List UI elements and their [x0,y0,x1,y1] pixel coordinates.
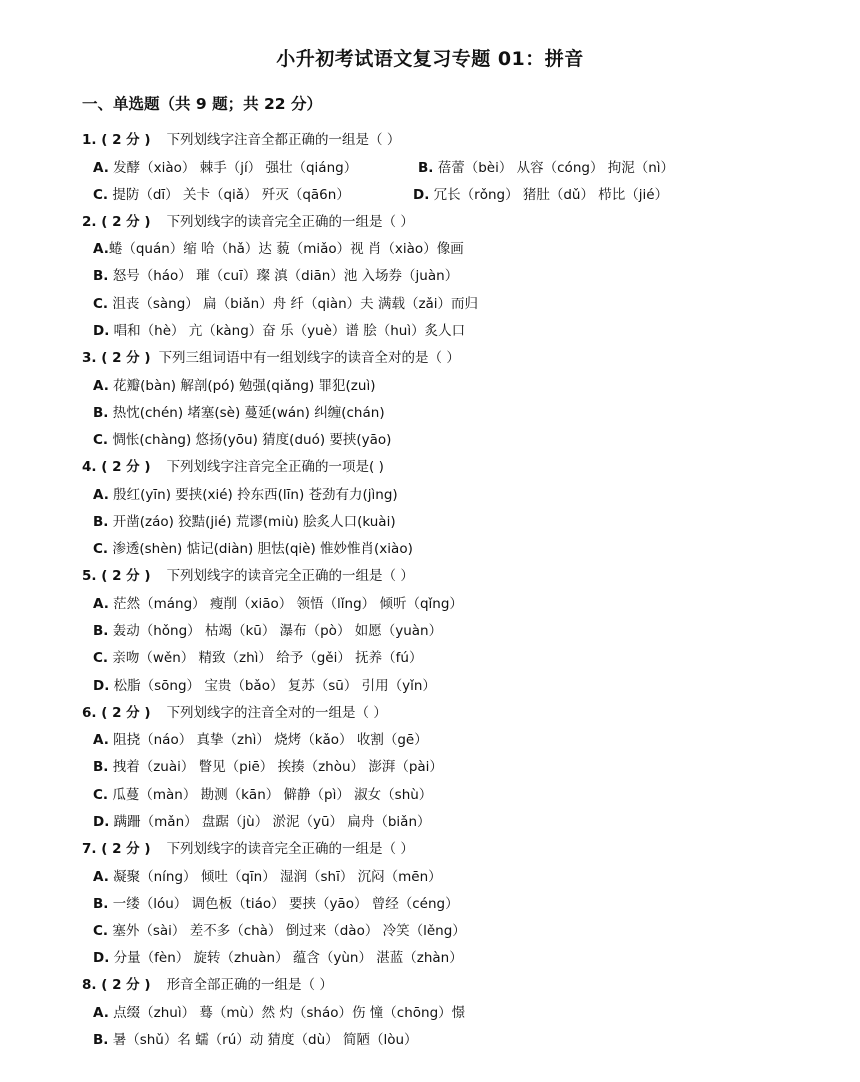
option-letter: C. [93,187,109,203]
question-text: 下列划线字的注音全对的一组是（ ） [166,705,387,721]
question-text: 下列划线字的读音完全正确的一组是（ ） [166,568,414,584]
question-text: 下列三组词语中有一组划线字的读音全对的是（ ） [158,350,460,366]
option-text: 蹒跚（mǎn） 盘踞（jù） 淤泥（yū） 扁舟（biǎn） [113,814,431,830]
option-text: 冗长（rǒng） 猪肚（dǔ） 栉比（jié） [433,187,669,203]
option-letter: A. [93,869,109,885]
option-line [93,292,478,312]
option-letter: D. [93,678,110,694]
option-line [93,865,442,885]
question-stem [82,455,384,475]
option-line [93,483,398,503]
option-letter: A. [93,241,109,257]
option-letter: B. [93,514,109,530]
option-text: 瓜蔓（màn） 勘测（kān） 僻静（pì） 淑女（shù） [112,787,433,803]
option-letter: A. [93,160,109,176]
option-letter: A. [93,378,109,394]
option-text: 提防（dī） 关卡（qiǎ） 歼灭（qā6n） [112,187,350,203]
question-stem [82,973,333,993]
option-text: 阻挠（náo） 真挚（zhì） 烧烤（kǎo） 收割（gē） [113,732,428,748]
option-text: 拽着（zuài） 瞥见（piē） 挨揍（zhòu） 澎湃（pài） [112,759,443,775]
option-line [93,156,357,176]
question-text: 下列划线字的读音完全正确的一组是（ ） [166,841,414,857]
option-text: 发酵（xiào） 棘手（jí） 强壮（qiáng） [113,160,358,176]
option-letter: B. [93,268,109,284]
option-line [93,728,428,748]
question-number: 4. ( 2 分 ) [82,459,151,475]
option-line [93,1001,465,1021]
option-text: 暑（shǔ）名 蠕（rú）动 猜度（dù） 简陋（lòu） [112,1032,418,1048]
option-letter: C. [93,432,109,448]
question-number: 8. ( 2 分 ) [82,977,151,993]
option-line [93,510,396,530]
option-text: 惆怅(chàng) 悠扬(yōu) 猜度(duó) 要挟(yāo) [112,432,392,448]
option-letter: D. [413,187,430,203]
option-text: 开凿(záo) 狡黠(jié) 荒谬(miù) 脍炙人口(kuài) [112,514,396,530]
option-letter: A. [93,596,109,612]
question-text: 下列划线字注音全都正确的一组是（ ） [166,132,401,148]
option-letter: B. [93,759,109,775]
question-stem [82,837,414,857]
option-line [93,319,465,339]
option-letter: B. [418,160,434,176]
option-line [418,156,674,176]
option-text: 亲吻（wěn） 精致（zhì） 给予（gěi） 抚养（fú） [112,650,423,666]
option-text: 花瓣(bàn) 解剖(pó) 勉强(qiǎng) 罪犯(zuì) [113,378,376,394]
option-line [413,183,668,203]
option-letter: D. [93,323,110,339]
option-letter: D. [93,950,110,966]
option-text: 分量（fèn） 旋转（zhuàn） 蕴含（yùn） 湛蓝（zhàn） [113,950,463,966]
option-line [93,428,391,448]
option-text: 茫然（máng） 瘦削（xiāo） 领悟（lǐng） 倾听（qǐng） [113,596,463,612]
option-text: 热忱(chén) 堵塞(sè) 蔓延(wán) 纠缠(chán) [112,405,385,421]
option-line [93,619,442,639]
question-stem [82,564,414,584]
option-letter: B. [93,896,109,912]
option-text: 唱和（hè） 亢（kàng）奋 乐（yuè）谱 脍（huì）炙人口 [113,323,466,339]
option-letter: B. [93,1032,109,1048]
option-text: 塞外（sài） 差不多（chà） 倒过来（dào） 冷笑（lěng） [112,923,466,939]
question-stem [82,701,387,721]
question-number: 2. ( 2 分 ) [82,214,151,230]
question-text: 形音全部正确的一组是（ ） [166,977,333,993]
option-line [93,674,436,694]
option-letter: A. [93,732,109,748]
option-text: 凝聚（níng） 倾吐（qīn） 湿润（shī） 沉闷（mēn） [113,869,442,885]
option-line [93,264,458,284]
option-text: 沮丧（sàng） 扁（biǎn）舟 纤（qiàn）夫 满载（zǎi）而归 [112,296,479,312]
option-line [93,783,432,803]
option-line [93,237,464,257]
option-letter: C. [93,787,109,803]
option-line [93,919,466,939]
question-stem [82,128,400,148]
option-line [93,646,422,666]
option-letter: D. [93,814,110,830]
option-letter: A. [93,487,109,503]
option-letter: A. [93,1005,109,1021]
option-text: 蓓蕾（bèi） 从容（cóng） 拘泥（nì） [437,160,675,176]
page-title: 小升初考试语文复习专题 01：拼音 [276,48,584,70]
option-text: 殷红(yīn) 要挟(xié) 拎东西(līn) 苍劲有力(jìng) [113,487,398,503]
question-number: 3. ( 2 分 ) [82,350,151,366]
option-letter: C. [93,296,109,312]
option-letter: B. [93,405,109,421]
option-text: 渗透(shèn) 惦记(diàn) 胆怯(qiè) 惟妙惟肖(xiào) [112,541,413,557]
option-line [93,892,459,912]
option-text: 蜷（quán）缩 哈（hǎ）达 藐（miǎo）视 肖（xiào）像画 [108,241,464,257]
option-line [93,810,431,830]
question-stem [82,346,460,366]
option-letter: C. [93,650,109,666]
question-number: 1. ( 2 分 ) [82,132,151,148]
question-text: 下列划线字的读音完全正确的一组是（ ） [166,214,414,230]
option-text: 松脂（sōng） 宝贵（bǎo） 复苏（sū） 引用（yǐn） [113,678,436,694]
option-text: 怒号（háo） 璀（cuī）璨 滇（diān）池 入场券（juàn） [112,268,459,284]
option-text: 一缕（lóu） 调色板（tiáo） 要挟（yāo） 曾经（céng） [112,896,459,912]
option-line [93,537,413,557]
option-text: 点缀（zhuì） 蓦（mù）然 灼（sháo）伤 憧（chōng）憬 [113,1005,466,1021]
question-stem [82,210,414,230]
section-title: 一、单选题（共 9 题；共 22 分） [82,95,322,113]
option-letter: B. [93,623,109,639]
option-line [93,183,350,203]
option-line [93,374,375,394]
option-line [93,755,443,775]
question-text: 下列划线字注音完全正确的一项是( ) [166,459,384,475]
option-line [93,401,385,421]
question-number: 7. ( 2 分 ) [82,841,151,857]
option-line [93,946,463,966]
option-letter: C. [93,923,109,939]
question-number: 6. ( 2 分 ) [82,705,151,721]
option-line [93,1028,418,1048]
question-number: 5. ( 2 分 ) [82,568,151,584]
option-line [93,592,463,612]
option-text: 轰动（hǒng） 枯竭（kū） 瀑布（pò） 如愿（yuàn） [112,623,443,639]
option-letter: C. [93,541,109,557]
